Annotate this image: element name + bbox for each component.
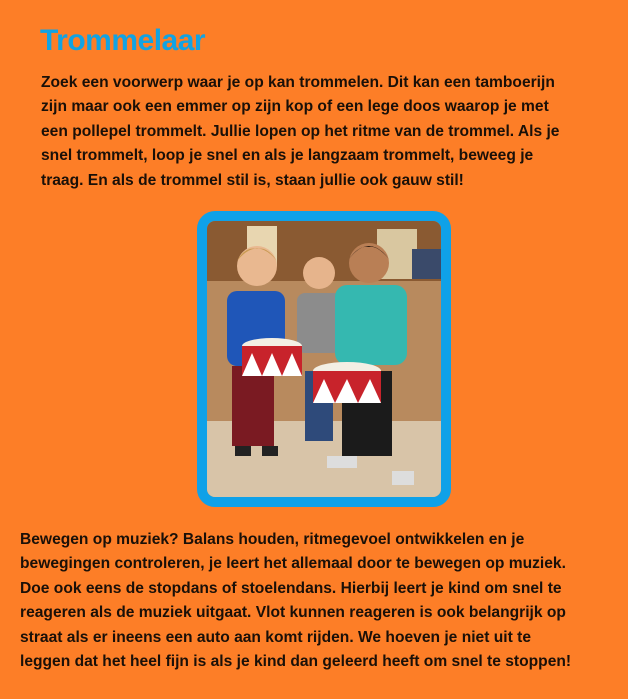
intro-paragraph (41, 71, 559, 193)
text-line: traag. En als de trommel stil is, staan jullie ook gauw stil! (41, 171, 464, 189)
text-line: leggen dat het heel fijn is als je kind dan geleerd heeft om snel te stoppen! (20, 653, 572, 671)
page-title: Trommelaar (40, 24, 206, 57)
text-line: Zoek een voorwerp waar je op kan trommelen. Dit kan een tamboerijn (41, 74, 555, 91)
text-line: zijn maar ook een emmer op zijn kop of een lege doos waarop je met (41, 98, 549, 116)
text-line: Doe ook eens de stopdans of stoelendans. Hierbij leert je kind om snel te (20, 579, 562, 597)
text-line: een pollepel trommelt. Jullie lopen op het ritme van de trommel. Als je (41, 122, 560, 140)
children-drumming-photo (197, 211, 451, 507)
text-line: reageren als de muziek uitgaat. Vlot kunnen reageren is ook belangrijk op (20, 604, 566, 622)
text-line: straat als er ineens een auto aan komt rijden. We hoeven je niet uit te (20, 628, 531, 646)
body-paragraph (20, 528, 571, 674)
text-line: snel trommelt, loop je snel en als je langzaam trommelt, beweeg je (41, 147, 534, 165)
text-line: bewegingen controleren, je leert het allemaal door te bewegen op muziek. (20, 555, 566, 573)
text-line: Bewegen op muziek? Balans houden, ritmegevoel ontwikkelen en je (20, 531, 525, 548)
